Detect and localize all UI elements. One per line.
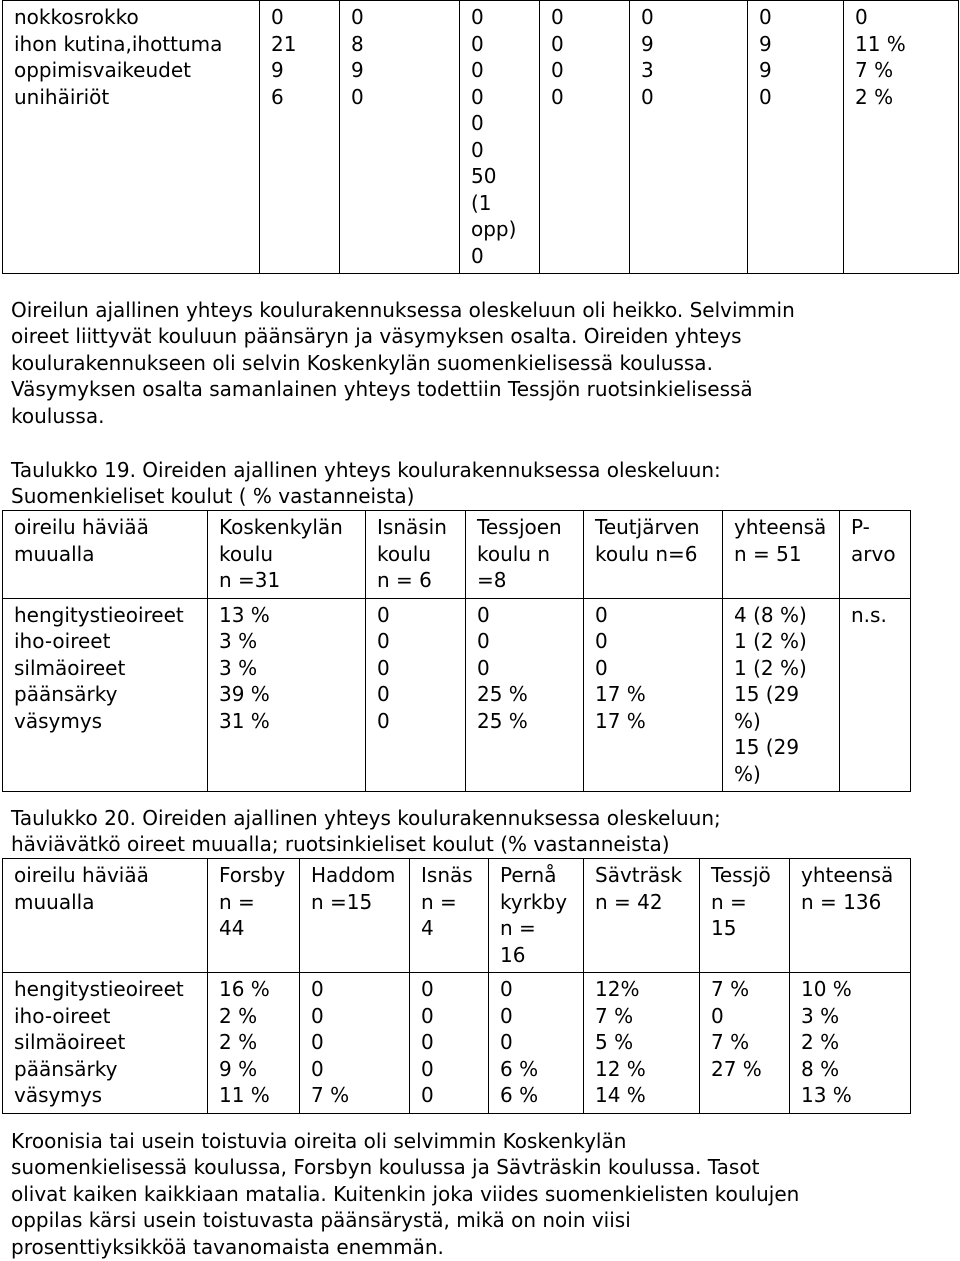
column-header-tessjo: Tessjö n = 15 (700, 859, 790, 973)
table-cell: 10 % 3 % 2 % 8 % 13 % (790, 973, 911, 1114)
table-19 (2, 510, 911, 792)
table-cell: 12% 7 % 5 % 12 % 14 % (584, 973, 700, 1114)
paragraph-conclusion: Kroonisia tai usein toistuvia oireita oli selvimmin Koskenkylän suomenkielisessä koulussa, Forsbyn koulussa ja Sävträskin koulussa. Tasot olivat kaiken kaikkiaan matalia. Kuitenkin joka viides suomenkielisten koulujen oppilas kärsi usein toistuvasta päänsärystä, mikä on noin viisi prosenttiyksikköä tavanomaista enemmän. (11, 1129, 800, 1259)
column-header-p-value: P- arvo (840, 511, 911, 599)
table-cell: 0 11 % 7 % 2 % (844, 1, 959, 274)
table-19-caption-line2: Suomenkieliset koulut ( % vastanneista) (11, 484, 415, 508)
column-header-tessjoen: Tessjoen koulu n =8 (466, 511, 584, 599)
table-cell: 0 0 0 0 (540, 1, 630, 274)
table-cell: 4 (8 %) 1 (2 %) 1 (2 %) 15 (29 %) 15 (29 %) (723, 598, 840, 792)
paragraph-results: Oireilun ajallinen yhteys koulurakennuksessa oleskeluun oli heikko. Selvimmin oireet liittyvät kouluun päänsäryn ja väsymyksen osalta. Oireiden yhteys koulurakennukseen oli selvin Koskenkylän suomenkielisessä koulussa. Väsymyksen osalta samanlainen yhteys todettiin Tessjön ruotsinkielisessä koulussa. (11, 298, 795, 428)
table-header-row (3, 511, 911, 599)
table-19-caption-line1: Taulukko 19. Oireiden ajallinen yhteys koulurakennuksessa oleskeluun: (11, 458, 721, 482)
table-cell: 0 0 0 17 % 17 % (584, 598, 723, 792)
table-cell: 0 0 0 0 0 (366, 598, 466, 792)
table-row (3, 1, 959, 274)
column-header-total: yhteensä n = 51 (723, 511, 840, 599)
table-cell: 0 0 0 0 0 0 50 (1 opp) 0 (460, 1, 540, 274)
table-cell: 0 0 0 0 7 % (300, 973, 410, 1114)
table-cell: 0 0 0 25 % 25 % (466, 598, 584, 792)
column-header-symptom: oireilu häviää muualla (3, 859, 208, 973)
column-header-haddom: Haddom n =15 (300, 859, 410, 973)
table-cell: 0 9 3 0 (630, 1, 748, 274)
table-cell: 0 21 9 6 (260, 1, 340, 274)
table-cell: 0 9 9 0 (748, 1, 844, 274)
table-cell: 0 0 0 0 0 (410, 973, 489, 1114)
table-cell: 7 % 0 7 % 27 % (700, 973, 790, 1114)
table-cell: n.s. (840, 598, 911, 792)
table-20-caption-line2: häviävätkö oireet muualla; ruotsinkieliset koulut (% vastanneista) (11, 832, 670, 856)
symptom-table-continued (2, 0, 959, 274)
column-header-savtrask: Sävträsk n = 42 (584, 859, 700, 973)
table-20-caption-line1: Taulukko 20. Oireiden ajallinen yhteys koulurakennuksessa oleskeluun; (11, 806, 721, 830)
column-header-isnas: Isnäs n = 4 (410, 859, 489, 973)
column-header-symptom: oireilu häviää muualla (3, 511, 208, 599)
table-cell: 0 8 9 0 (340, 1, 460, 274)
column-header-perna-kyrkby: Pernå kyrkby n = 16 (489, 859, 584, 973)
column-header-forsby: Forsby n = 44 (208, 859, 300, 973)
table-header-row (3, 859, 911, 973)
table-20 (2, 858, 911, 1114)
table-cell: 13 % 3 % 3 % 39 % 31 % (208, 598, 366, 792)
column-header-koskenkyla: Koskenkylän koulu n =31 (208, 511, 366, 599)
table-row (3, 973, 911, 1114)
symptom-names-cell: nokkosrokko ihon kutina,ihottuma oppimisvaikeudet unihäiriöt (3, 1, 260, 274)
symptom-names-cell: hengitystieoireet iho-oireet silmäoireet päänsärky väsymys (3, 973, 208, 1114)
table-cell: 16 % 2 % 2 % 9 % 11 % (208, 973, 300, 1114)
column-header-isnas: Isnäsin koulu n = 6 (366, 511, 466, 599)
column-header-teutjarven: Teutjärven koulu n=6 (584, 511, 723, 599)
symptom-names-cell: hengitystieoireet iho-oireet silmäoireet päänsärky väsymys (3, 598, 208, 792)
table-row (3, 598, 911, 792)
table-cell: 0 0 0 6 % 6 % (489, 973, 584, 1114)
column-header-total: yhteensä n = 136 (790, 859, 911, 973)
